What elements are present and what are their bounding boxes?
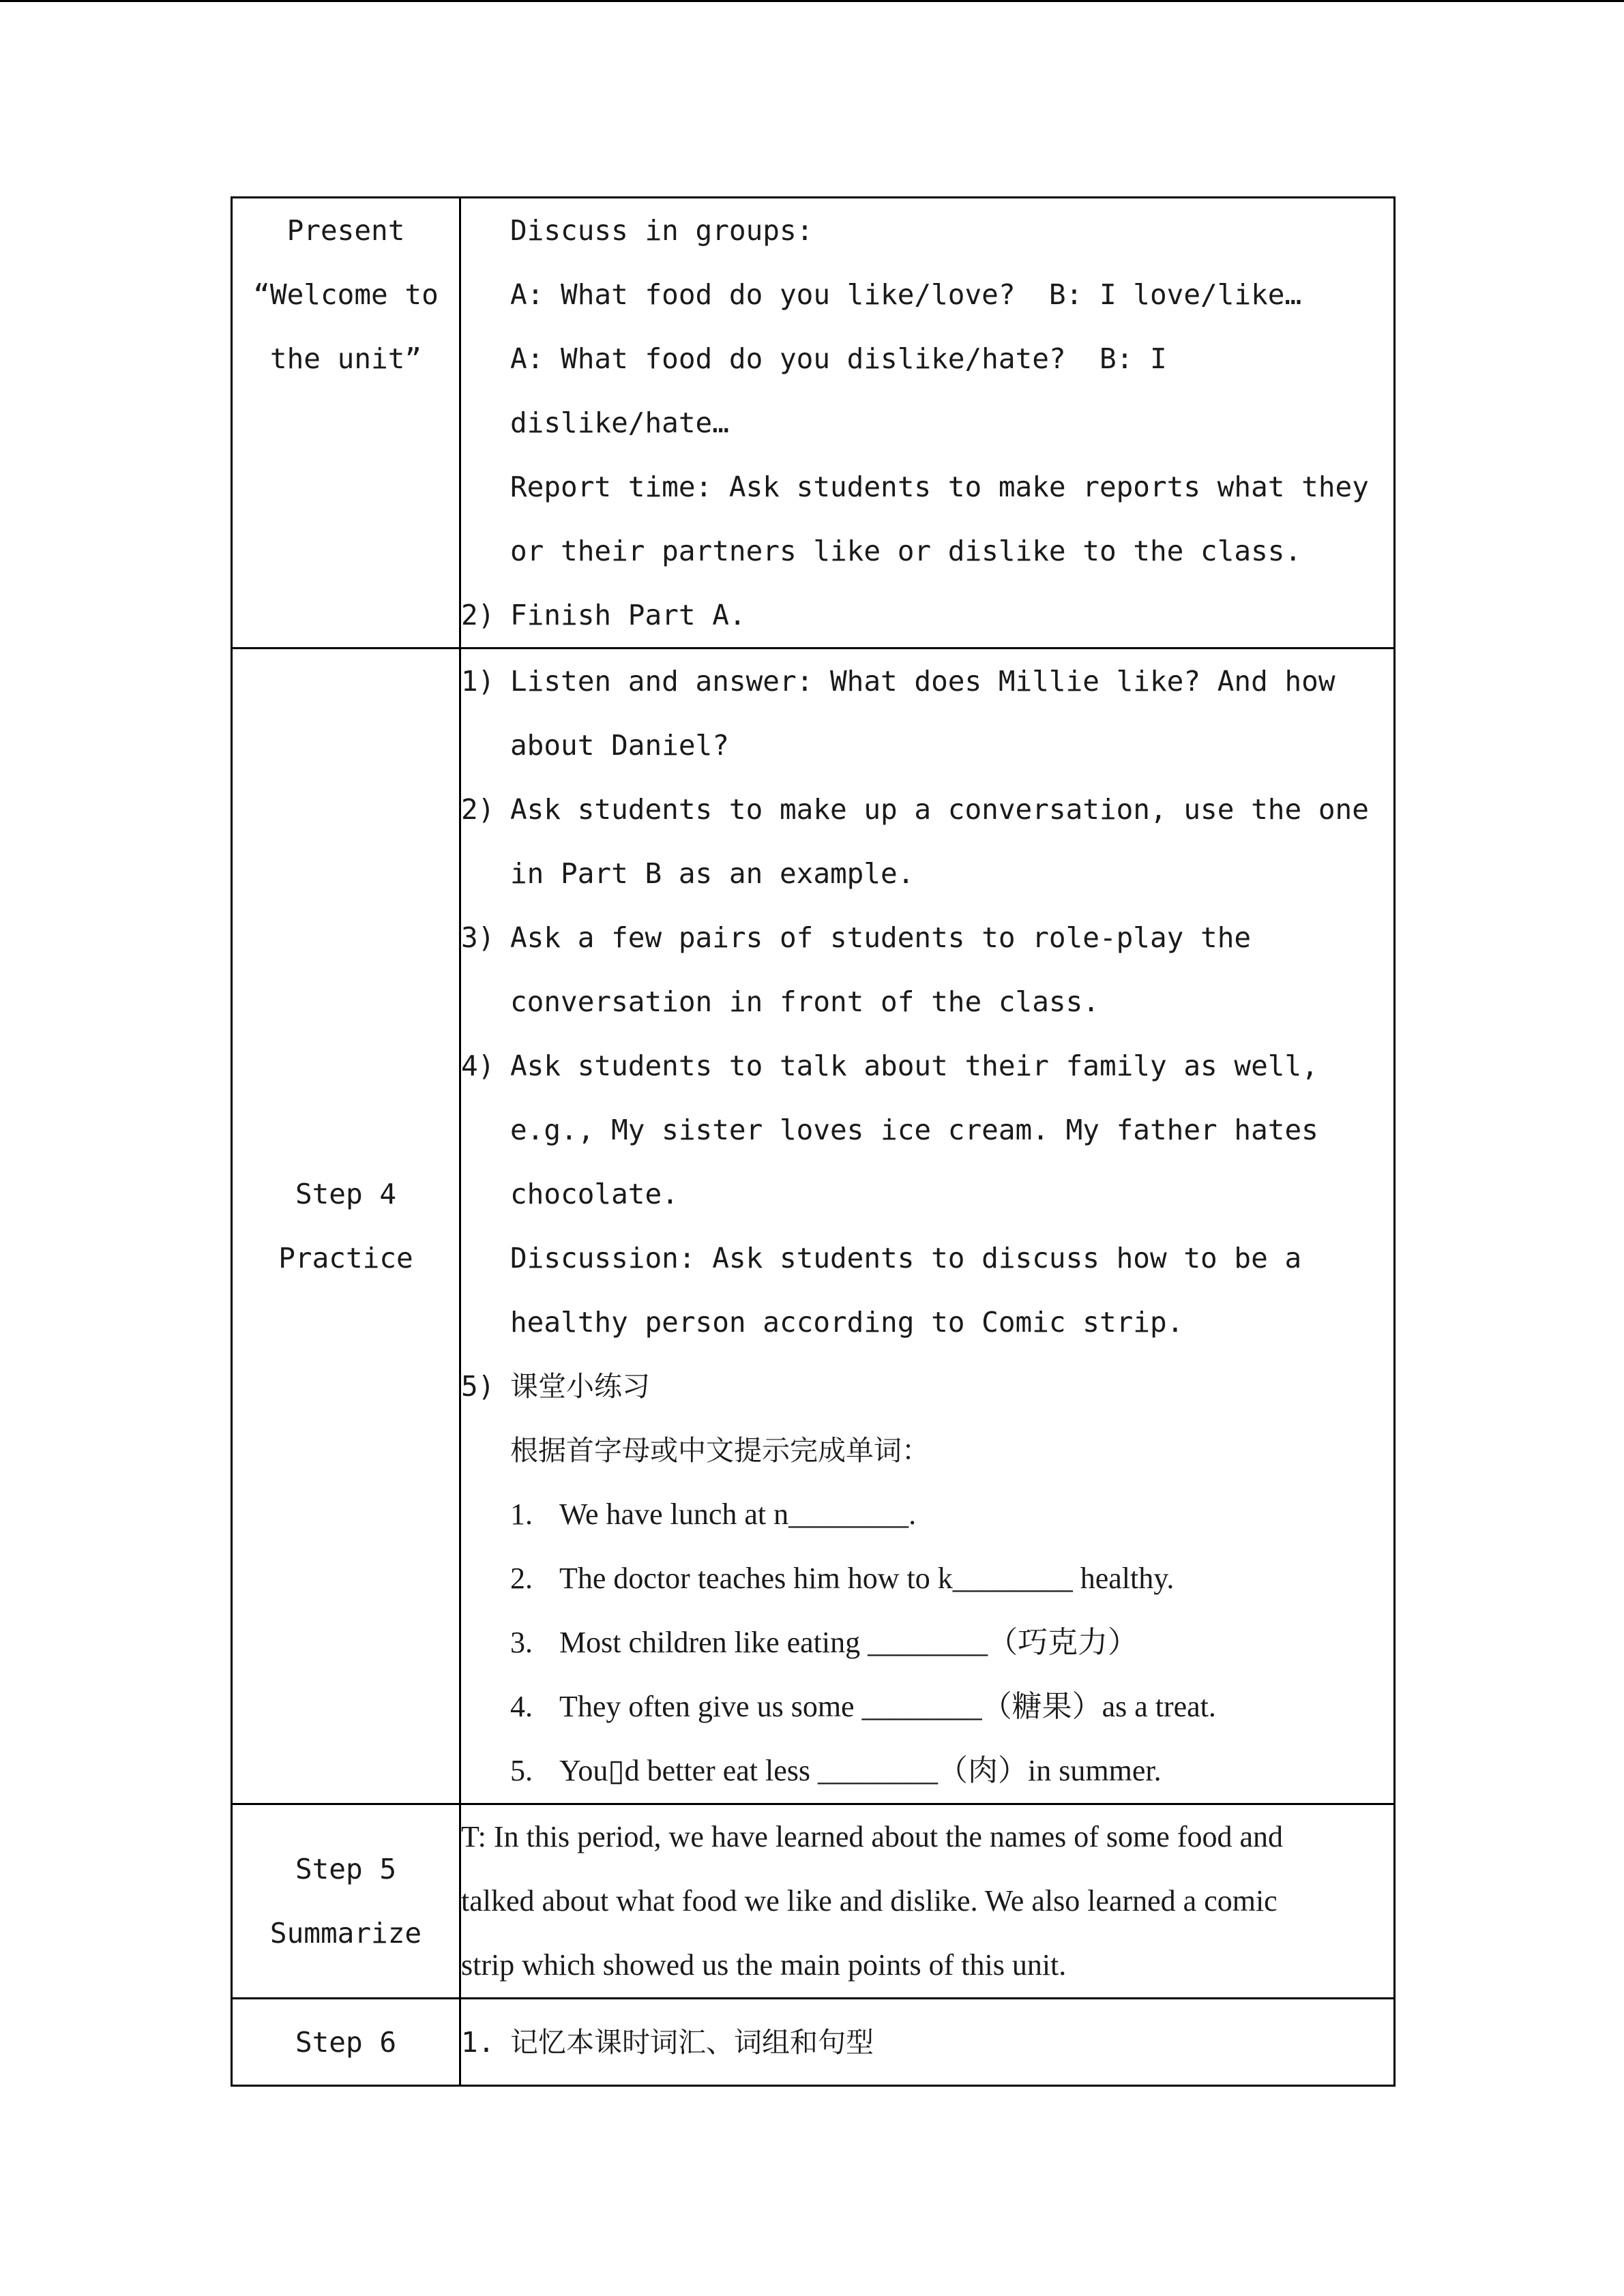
exercise-text: Most children like eating ________（巧克力）	[559, 1626, 1138, 1659]
content-line: e.g., My sister loves ice cream. My father hates	[510, 1114, 1318, 1146]
table-row-present	[232, 198, 1395, 648]
item-number: 2)	[461, 793, 495, 826]
content-line: Discuss in groups:	[510, 214, 814, 247]
step-content-cell	[460, 198, 1395, 648]
list-item	[461, 583, 1393, 647]
item-text: 记忆本课时词汇、词组和句型	[510, 2025, 874, 2059]
content-line: A: What food do you like/love? B: I love/like…	[510, 278, 1302, 311]
content-line: conversation in front of the class.	[510, 985, 1099, 1018]
item-number: 5)	[461, 1370, 495, 1403]
exercise-item	[461, 1611, 1393, 1675]
exercise-number: 1.	[510, 1497, 533, 1531]
list-item	[461, 1354, 1393, 1418]
exercise-item	[461, 1482, 1393, 1547]
step-label-line: the unit”	[269, 342, 422, 375]
step-label-line: “Welcome to	[253, 278, 439, 311]
exercise-text: We have lunch at n________.	[559, 1497, 917, 1531]
step-content-cell	[460, 1999, 1395, 2086]
table-row-step5	[232, 1804, 1395, 1999]
step-label-line: Step 4	[295, 1178, 397, 1210]
item-text: Listen and answer: What does Millie like? And how	[510, 665, 1335, 698]
step-label-line: Step 5	[295, 1853, 397, 1885]
content-line: in Part B as an example.	[510, 857, 915, 890]
step-content-cell	[460, 1804, 1395, 1999]
item-number: 1.	[461, 2025, 495, 2059]
item-text: Ask students to make up a conversation, use the one	[510, 793, 1369, 826]
content-line: 根据首字母或中文提示完成单词：	[510, 1434, 930, 1467]
step-label-cell	[232, 1804, 460, 1999]
content-line: strip which showed us the main points of this unit.	[461, 1948, 1067, 1982]
content-line: or their partners like or dislike to the class.	[510, 535, 1302, 567]
exercise-number: 5.	[510, 1754, 533, 1787]
content-line: healthy person according to Comic strip.	[510, 1306, 1184, 1339]
step-label-line: Step 6	[295, 2025, 397, 2059]
content-line: talked about what food we like and dislike. We also learned a comic	[461, 1884, 1278, 1918]
item-text: 课堂小练习	[510, 1370, 650, 1403]
exercise-text: You▯d better eat less ________（肉）in summer.	[559, 1754, 1162, 1787]
item-number: 4)	[461, 1049, 495, 1082]
content-line: dislike/hate…	[510, 406, 729, 439]
list-item	[461, 2010, 1393, 2074]
list-item	[461, 1034, 1393, 1098]
page-top-border	[0, 0, 1624, 2]
exercise-item	[461, 1675, 1393, 1739]
exercise-text: They often give us some ________（糖果）as a treat.	[559, 1690, 1216, 1723]
step-label-cell	[232, 198, 460, 648]
content-line: A: What food do you dislike/hate? B: I	[510, 342, 1167, 375]
item-number: 1)	[461, 665, 495, 698]
content-line: chocolate.	[510, 1178, 679, 1210]
step-label-line: Summarize	[269, 1917, 422, 1950]
step-label-cell	[232, 1999, 460, 2086]
exercise-text: The doctor teaches him how to k________ healthy.	[559, 1562, 1175, 1595]
step-label-line: Present	[286, 214, 405, 247]
step-label-cell	[232, 648, 460, 1804]
table-row-step6	[232, 1999, 1395, 2086]
content-line: T: In this period, we have learned about the names of some food and	[461, 1820, 1283, 1853]
item-text: Finish Part A.	[510, 599, 746, 631]
list-item	[461, 649, 1393, 713]
list-item	[461, 906, 1393, 970]
exercise-number: 4.	[510, 1690, 533, 1723]
item-number: 3)	[461, 921, 495, 954]
exercise-number: 2.	[510, 1562, 533, 1595]
step-content-cell	[460, 648, 1395, 1804]
step-label-line: Practice	[278, 1242, 413, 1274]
exercise-item	[461, 1739, 1393, 1803]
content-line: Report time: Ask students to make reports what they	[510, 471, 1369, 503]
content-line: Discussion: Ask students to discuss how to be a	[510, 1242, 1302, 1274]
item-text: Ask a few pairs of students to role-play the	[510, 921, 1252, 954]
content-line: about Daniel?	[510, 729, 729, 762]
table-row-step4	[232, 648, 1395, 1804]
lesson-plan-table	[231, 196, 1396, 2087]
exercise-item	[461, 1547, 1393, 1611]
list-item	[461, 777, 1393, 841]
item-text: Ask students to talk about their family as well,	[510, 1049, 1318, 1082]
exercise-number: 3.	[510, 1626, 533, 1659]
item-number: 2)	[461, 599, 495, 631]
